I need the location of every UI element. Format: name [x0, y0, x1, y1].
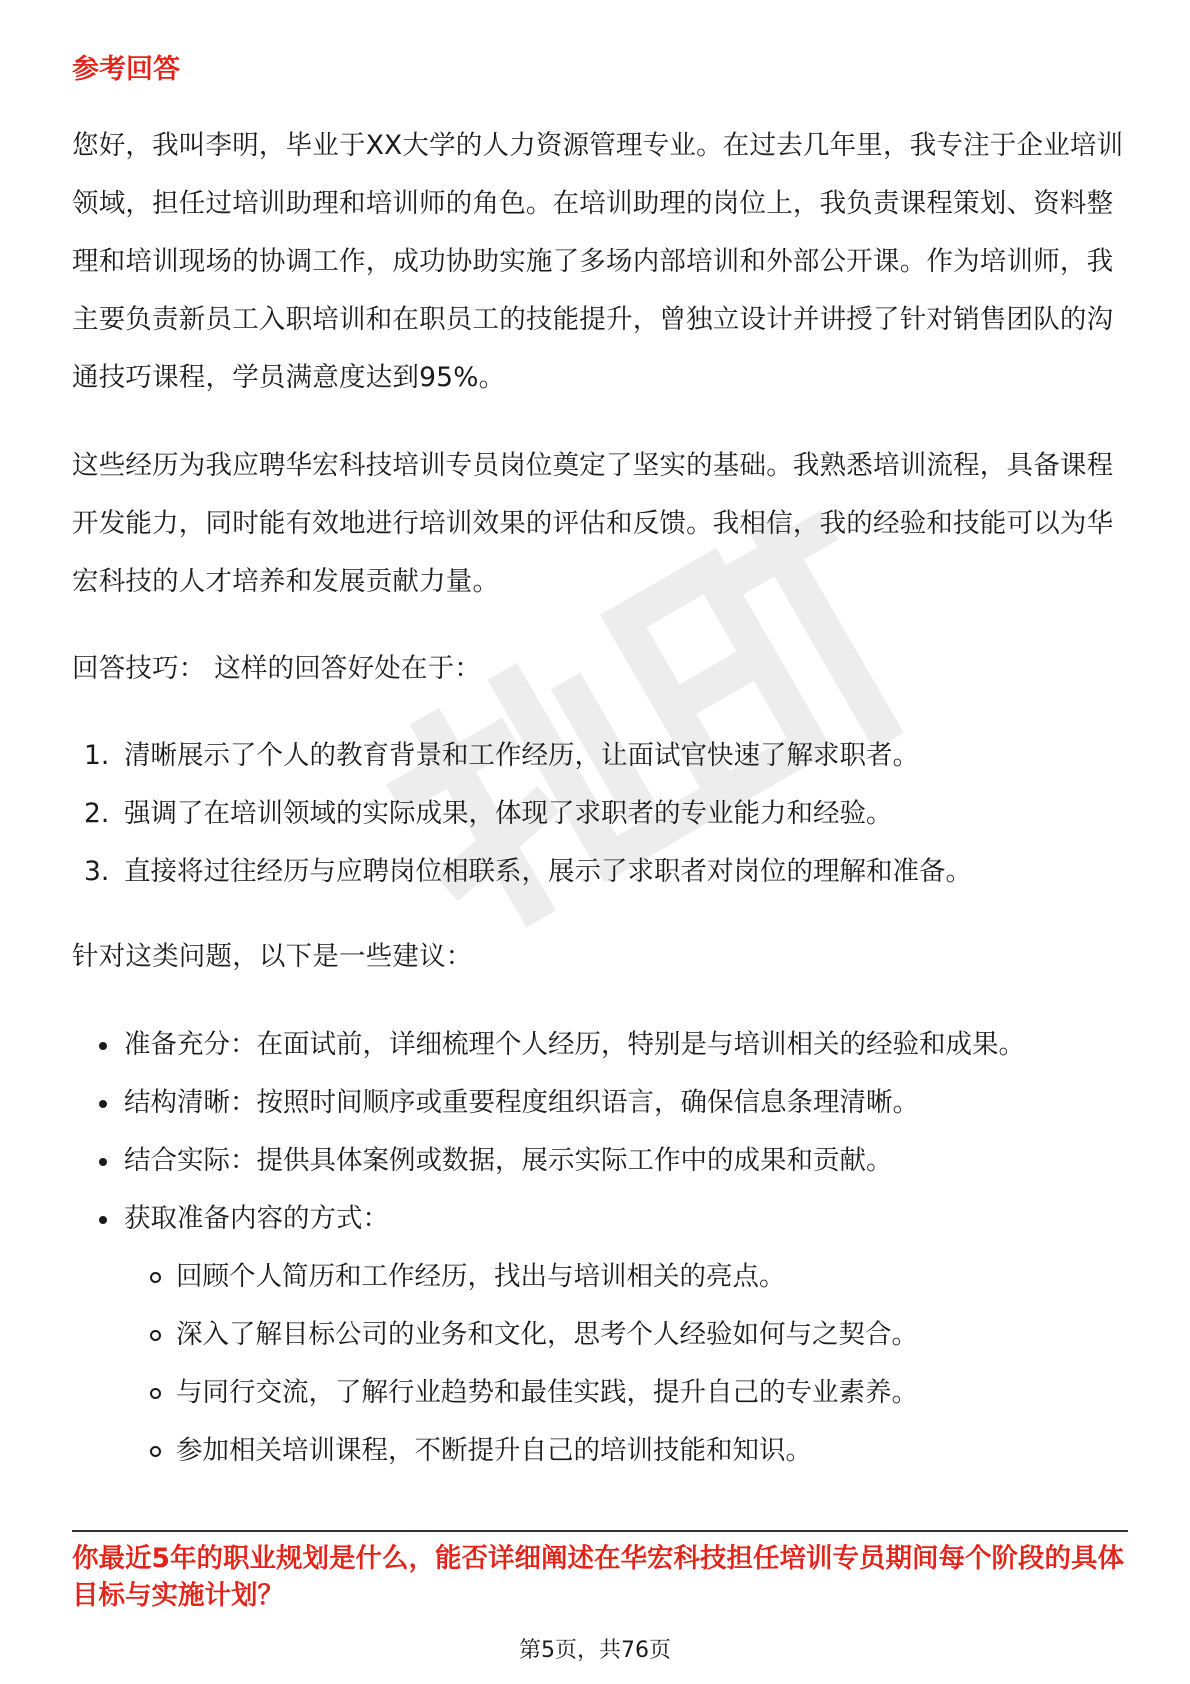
- intro-paragraph: 您好，我叫李明，毕业于XX大学的人力资源管理专业。在过去几年里，我专注于企业培训领域，担任过培训助理和培训师的角色。在培训助理的岗位上，我负责课程策划、资料整理和培训现场的协调工作，成功协助实施了多场内部培训和外部公开课。作为培训师，我主要负责新员工入职培训和在职员工的技能提升，曾独立设计并讲授了针对销售团队的沟通技巧课程，学员满意度达到95%。: [72, 130, 1124, 393]
- list-number: 3.: [84, 856, 110, 887]
- list-item: [72, 1016, 1128, 1074]
- sub-list-item: [124, 1248, 1128, 1306]
- bullet-circle-icon: [150, 1446, 161, 1457]
- numbered-list: [72, 727, 1128, 901]
- list-item: [72, 1074, 1128, 1132]
- list-item-text: 准备充分：在面试前，详细梳理个人经历，特别是与培训相关的经验和成果。: [124, 1029, 1025, 1060]
- sub-list-item: [124, 1422, 1128, 1480]
- list-item: [72, 727, 1128, 785]
- bullet-list: [72, 1016, 1128, 1480]
- sub-list: [124, 1248, 1128, 1480]
- list-number: 1.: [84, 740, 110, 771]
- list-item-text: 结构清晰：按照时间顺序或重要程度组织语言，确保信息条理清晰。: [124, 1087, 919, 1118]
- tips-intro: 回答技巧： 这样的回答好处在于：: [72, 653, 482, 684]
- bullet-dot-icon: [99, 1216, 107, 1224]
- document-page: [72, 0, 1128, 1684]
- section-heading: 参考回答: [72, 54, 180, 85]
- sub-list-item: [124, 1364, 1128, 1422]
- next-question: 你最近5年的职业规划是什么，能否详细阐述在华宏科技担任培训专员期间每个阶段的具体目标与实施计划？: [72, 1543, 1124, 1611]
- bullet-dot-icon: [99, 1100, 107, 1108]
- bullet-circle-icon: [150, 1272, 161, 1283]
- bullet-circle-icon: [150, 1330, 161, 1341]
- list-item-text: 清晰展示了个人的教育背景和工作经历，让面试官快速了解求职者。: [124, 740, 919, 771]
- sub-list-item-text: 深入了解目标公司的业务和文化，思考个人经验如何与之契合。: [176, 1319, 918, 1350]
- bullet-dot-icon: [99, 1042, 107, 1050]
- bullet-dot-icon: [99, 1158, 107, 1166]
- list-item-text: 获取准备内容的方式：: [124, 1203, 389, 1234]
- bullet-circle-icon: [150, 1388, 161, 1399]
- list-item-text: 直接将过往经历与应聘岗位相联系，展示了求职者对岗位的理解和准备。: [124, 856, 972, 887]
- list-number: 2.: [84, 798, 110, 829]
- page-footer: 第5页，共76页: [519, 1638, 671, 1663]
- list-item-text: 结合实际：提供具体案例或数据，展示实际工作中的成果和贡献。: [124, 1145, 893, 1176]
- list-item: [72, 1190, 1128, 1480]
- list-item: [72, 843, 1128, 901]
- list-item-text: 强调了在培训领域的实际成果，体现了求职者的专业能力和经验。: [124, 798, 893, 829]
- sub-list-item-text: 参加相关培训课程，不断提升自己的培训技能和知识。: [176, 1435, 812, 1466]
- section-divider: [72, 1530, 1128, 1532]
- advice-intro: 针对这类问题，以下是一些建议：: [72, 941, 473, 972]
- sub-list-item-text: 回顾个人简历和工作经历，找出与培训相关的亮点。: [176, 1261, 786, 1292]
- list-item: [72, 785, 1128, 843]
- sub-list-item: [124, 1306, 1128, 1364]
- list-item: [72, 1132, 1128, 1190]
- second-paragraph: 这些经历为我应聘华宏科技培训专员岗位奠定了坚实的基础。我熟悉培训流程，具备课程开发能力，同时能有效地进行培训效果的评估和反馈。我相信，我的经验和技能可以为华宏科技的人才培养和发展贡献力量。: [72, 450, 1114, 597]
- sub-list-item-text: 与同行交流，了解行业趋势和最佳实践，提升自己的专业素养。: [176, 1377, 918, 1408]
